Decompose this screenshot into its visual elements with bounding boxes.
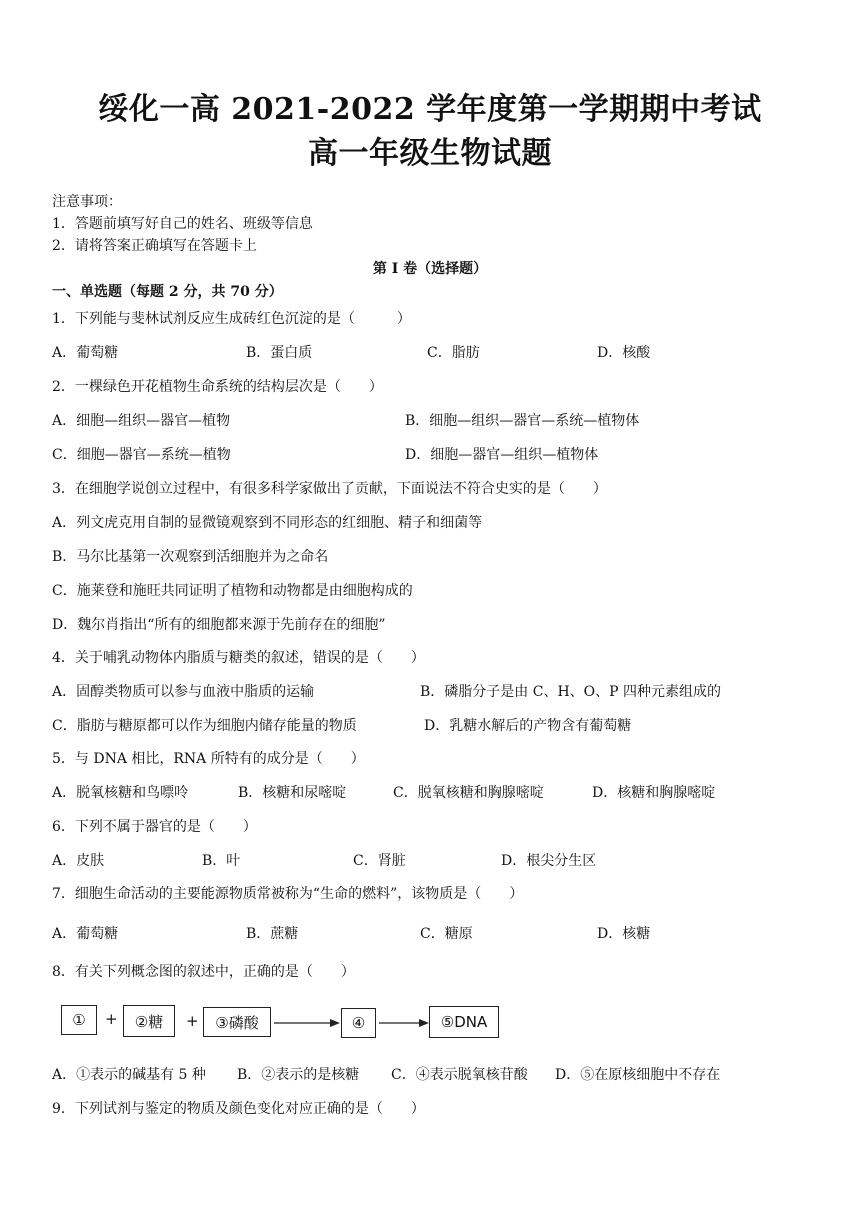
option-c: C．脂肪: [427, 345, 480, 361]
arrow-icon: [272, 1010, 342, 1036]
question-stem: 3．在细胞学说创立过程中，有很多科学家做出了贡献，下面说法不符合史实的是（ ）: [52, 481, 607, 497]
question-stem: 4．关于哺乳动物体内脂质与糖类的叙述，错误的是（ ）: [52, 650, 425, 666]
question-stem: 9．下列试剂与鉴定的物质及颜色变化对应正确的是（ ）: [52, 1101, 425, 1117]
notes-heading: 注意事项：: [52, 194, 122, 210]
option-a: A．细胞—组织—器官—植物: [52, 413, 231, 429]
option-b: B．蛋白质: [246, 345, 313, 361]
plus-sign: +: [186, 1012, 199, 1030]
option-d: D．细胞—器官—组织—植物体: [405, 447, 599, 463]
exam-subtitle: 高一年级生物试题: [308, 136, 552, 171]
option-d: D．乳糖水解后的产物含有葡萄糖: [424, 718, 632, 734]
option-c: C．脱氧核糖和胸腺嘧啶: [393, 785, 544, 801]
concept-box-2: ②糖: [123, 1005, 175, 1037]
question-stem: 7．细胞生命活动的主要能源物质常被称为“生命的燃料”，该物质是（ ）: [52, 886, 524, 902]
option-c: C．④表示脱氧核苷酸: [391, 1067, 528, 1083]
concept-box-5: ⑤DNA: [429, 1006, 499, 1038]
option-d: D．核糖: [597, 926, 651, 942]
question-stem: 1．下列能与斐林试剂反应生成砖红色沉淀的是（ ）: [52, 311, 411, 327]
notes-item: 2．请将答案正确填写在答题卡上: [52, 238, 257, 254]
option-b: B．马尔比基第一次观察到活细胞并为之命名: [52, 549, 329, 565]
option-c: C．肾脏: [353, 853, 406, 869]
option-c: C．施莱登和施旺共同证明了植物和动物都是由细胞构成的: [52, 583, 413, 599]
volume-heading: 第 I 卷（选择题）: [372, 261, 488, 277]
question-stem: 5．与 DNA 相比，RNA 所特有的成分是（ ）: [52, 751, 365, 767]
option-a: A．列文虎克用自制的显微镜观察到不同形态的红细胞、精子和细菌等: [52, 515, 483, 531]
option-a: A．皮肤: [52, 853, 105, 869]
question-stem: 2．一棵绿色开花植物生命系统的结构层次是（ ）: [52, 379, 383, 395]
option-a: A．固醇类物质可以参与血液中脂质的运输: [52, 684, 315, 700]
option-c: C．糖原: [420, 926, 473, 942]
option-d: D．⑤在原核细胞中不存在: [555, 1067, 721, 1083]
option-b: B．核糖和尿嘧啶: [238, 785, 347, 801]
option-b: B．蔗糖: [246, 926, 299, 942]
option-a: A．脱氧核糖和鸟嘌呤: [52, 785, 189, 801]
notes-item: 1．答题前填写好自己的姓名、班级等信息: [52, 216, 313, 232]
option-d: D．魏尔肖指出“所有的细胞都来源于先前存在的细胞”: [52, 617, 386, 633]
section-heading: 一、单选题（每题 2 分，共 70 分）: [52, 284, 283, 300]
option-c: C．脂肪与糖原都可以作为细胞内储存能量的物质: [52, 718, 357, 734]
question-stem: 6．下列不属于器官的是（ ）: [52, 819, 257, 835]
concept-box-3: ③磷酸: [203, 1007, 271, 1037]
option-a: A．葡萄糖: [52, 926, 119, 942]
option-a: A．①表示的碱基有 5 种: [52, 1067, 206, 1083]
option-b: B．磷脂分子是由 C、H、O、P 四种元素组成的: [420, 684, 722, 700]
exam-title: 绥化一高 2021-2022 学年度第一学期期中考试: [98, 92, 762, 127]
concept-box-4: ④: [341, 1008, 376, 1038]
option-d: D．根尖分生区: [501, 853, 597, 869]
question-stem: 8．有关下列概念图的叙述中，正确的是（ ）: [52, 964, 355, 980]
option-c: C．细胞—器官—系统—植物: [52, 447, 231, 463]
option-b: B．细胞—组织—器官—系统—植物体: [405, 413, 640, 429]
option-d: D．核酸: [597, 345, 651, 361]
concept-box-1: ①: [61, 1005, 97, 1035]
option-a: A．葡萄糖: [52, 345, 119, 361]
option-b: B．叶: [202, 853, 241, 869]
option-b: B．②表示的是核糖: [237, 1067, 360, 1083]
arrow-icon: [377, 1010, 431, 1036]
option-d: D．核糖和胸腺嘧啶: [592, 785, 716, 801]
plus-sign: +: [105, 1010, 118, 1028]
